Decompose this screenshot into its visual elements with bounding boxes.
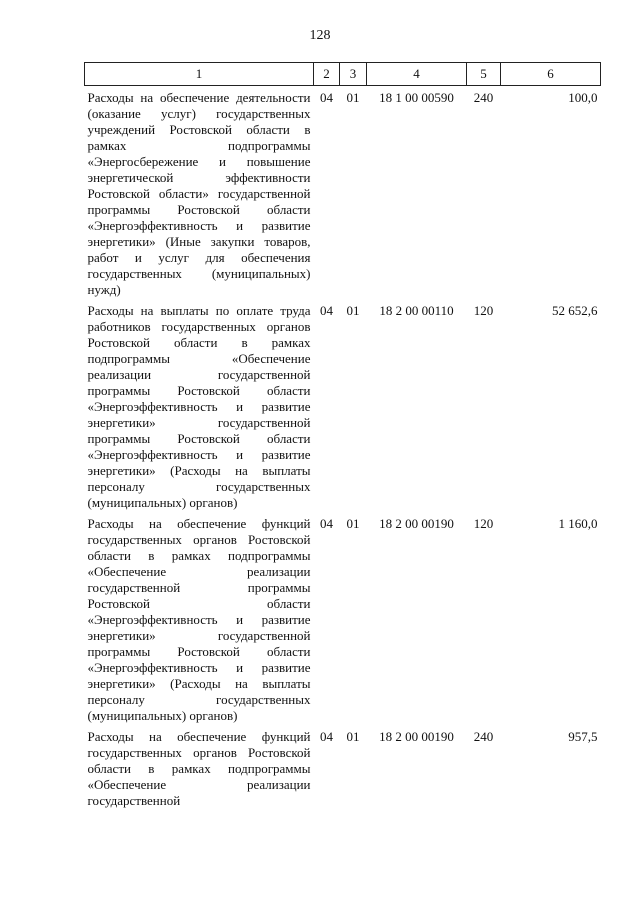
row-description: Расходы на выплаты по оплате труда работников государственных органов Ростовской области в рамках подпрограммы «Обеспечение реализации государственной программы Ростовской области «Энергоэффективность и развитие энергетики» государственной программы Ростовской области «Энергоэффективность и развитие энергетики» (Расходы на выплаты персоналу государственных (муниципальных) органов) [87, 303, 311, 510]
amount-value: 1 160,0 [558, 516, 598, 531]
expense-type-code: 240 [473, 729, 494, 744]
row-description: Расходы на обеспечение функций государственных органов Ростовской области в рамках подпрограммы «Обеспечение реализации государственной программы Ростовской области «Энергоэффективность и развитие энергетики» государственной программы Ростовской области «Энергоэффективность и развитие энергетики» (Расходы на выплаты персоналу государственных (муниципальных) органов) [87, 516, 311, 723]
column-header: 4 [367, 63, 467, 86]
section-code: 04 [320, 516, 333, 531]
column-header: 2 [314, 63, 340, 86]
section-code: 04 [320, 90, 333, 105]
column-header: 3 [340, 63, 367, 86]
subsection-code: 01 [346, 516, 360, 531]
amount-value: 957,5 [568, 729, 598, 744]
column-header: 1 [85, 63, 314, 86]
subsection-code: 01 [346, 729, 360, 744]
column-header: 6 [501, 63, 601, 86]
target-article-code: 18 2 00 00110 [379, 303, 454, 318]
subsection-code: 01 [346, 303, 360, 318]
section-code: 04 [320, 303, 333, 318]
amount-value: 52 652,6 [552, 303, 598, 318]
row-description: Расходы на обеспечение деятельности (оказание услуг) государственных учреждений Ростовской области в рамках подпрограммы «Энергосбережение и повышение энергетической эффективности Ростовской области» государственной программы Ростовской области «Энергоэффективность и развитие энергетики» (Иные закупки товаров, работ и услуг для обеспечения государственных (муниципальных) нужд) [87, 90, 311, 297]
table-row [85, 516, 601, 729]
subsection-code: 01 [346, 90, 360, 105]
page-number: 128 [309, 28, 331, 43]
target-article-code: 18 2 00 00190 [379, 729, 454, 744]
table-row [85, 303, 601, 516]
expense-type-code: 120 [473, 303, 494, 318]
amount-value: 100,0 [568, 90, 598, 105]
table-row [85, 729, 601, 814]
budget-table [84, 62, 601, 814]
table-header-row [85, 63, 601, 86]
table-row [85, 86, 601, 304]
expense-type-code: 120 [473, 516, 494, 531]
column-header: 5 [467, 63, 501, 86]
row-description: Расходы на обеспечение функций государственных органов Ростовской области в рамках подпрограммы «Обеспечение реализации государственной [87, 729, 311, 808]
target-article-code: 18 2 00 00190 [379, 516, 454, 531]
expense-type-code: 240 [473, 90, 494, 105]
section-code: 04 [320, 729, 333, 744]
target-article-code: 18 1 00 00590 [379, 90, 454, 105]
